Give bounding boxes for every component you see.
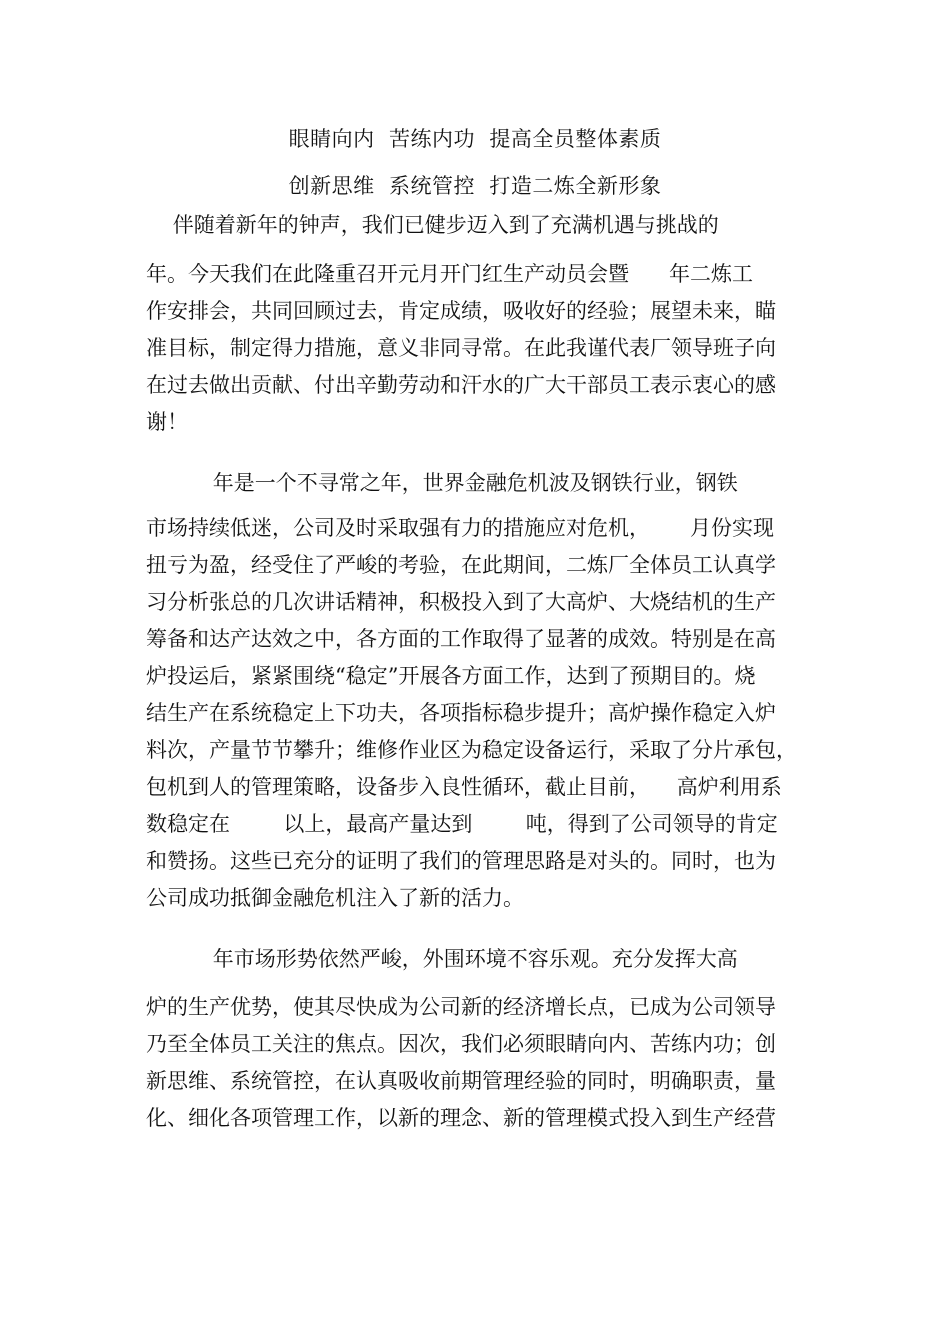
paragraph-line: 料次，产量节节攀升；维修作业区为稳定设备运行，采取了分片承包，	[146, 738, 797, 762]
paragraph-line: 乃至全体员工关注的焦点。因次，我们必须眼睛向内、苦练内功；创	[146, 1032, 776, 1056]
paragraph-line: 年是一个不寻常之年，世界金融危机波及钢铁行业，钢铁	[146, 471, 738, 495]
paragraph-line: 和赞扬。这些已充分的证明了我们的管理思路是对头的。同时，也为	[146, 849, 776, 873]
paragraph-line: 新思维、系统管控，在认真吸收前期管理经验的同时，明确职责，量	[146, 1069, 776, 1093]
document-title-line-2: 创新思维 系统管控 打造二炼全新形象	[288, 174, 662, 198]
paragraph-line: 市场持续低迷，公司及时采取强有力的措施应对危机， 月份实现	[146, 516, 775, 540]
paragraph-line: 扭亏为盈，经受住了严峻的考验，在此期间，二炼厂全体员工认真学	[146, 553, 776, 577]
paragraph-line: 谢！	[146, 410, 188, 434]
paragraph-line: 数稳定在 以上，最高产量达到 吨，得到了公司领导的肯定	[146, 812, 778, 836]
paragraph-line: 化、细化各项管理工作，以新的理念、新的管理模式投入到生产经营	[146, 1106, 776, 1130]
paragraph-line: 公司成功抵御金融危机注入了新的活力。	[146, 886, 524, 910]
paragraph-line: 炉的生产优势，使其尽快成为公司新的经济增长点，已成为公司领导	[146, 995, 776, 1019]
paragraph-line: 包机到人的管理策略，设备步入良性循环，截止目前， 高炉利用系	[146, 775, 782, 799]
paragraph-line: 结生产在系统稳定上下功夫，各项指标稳步提升；高炉操作稳定入炉	[146, 701, 776, 725]
paragraph-line: 作安排会，共同回顾过去，肯定成绩，吸收好的经验；展望未来，瞄	[146, 299, 776, 323]
paragraph-line: 筹备和达产达效之中，各方面的工作取得了显著的成效。特别是在高	[146, 627, 776, 651]
document-title-line-1: 眼睛向内 苦练内功 提高全员整体素质	[288, 127, 662, 151]
paragraph-line: 习分析张总的几次讲话精神，积极投入到了大高炉、大烧结机的生产	[146, 590, 776, 614]
paragraph-line: 准目标，制定得力措施，意义非同寻常。在此我谨代表厂领导班子向	[146, 336, 776, 360]
paragraph-line: 年市场形势依然严峻，外围环境不容乐观。充分发挥大高	[146, 947, 738, 971]
paragraph-line: 年。今天我们在此隆重召开元月开门红生产动员会暨 年二炼工	[146, 262, 754, 286]
paragraph-line: 伴随着新年的钟声，我们已健步迈入到了充满机遇与挑战的	[146, 213, 719, 237]
paragraph-line: 炉投运后，紧紧围绕“稳定”开展各方面工作，达到了预期目的。烧	[146, 664, 756, 688]
paragraph-line: 在过去做出贡献、付出辛勤劳动和汗水的广大干部员工表示衷心的感	[146, 373, 776, 397]
